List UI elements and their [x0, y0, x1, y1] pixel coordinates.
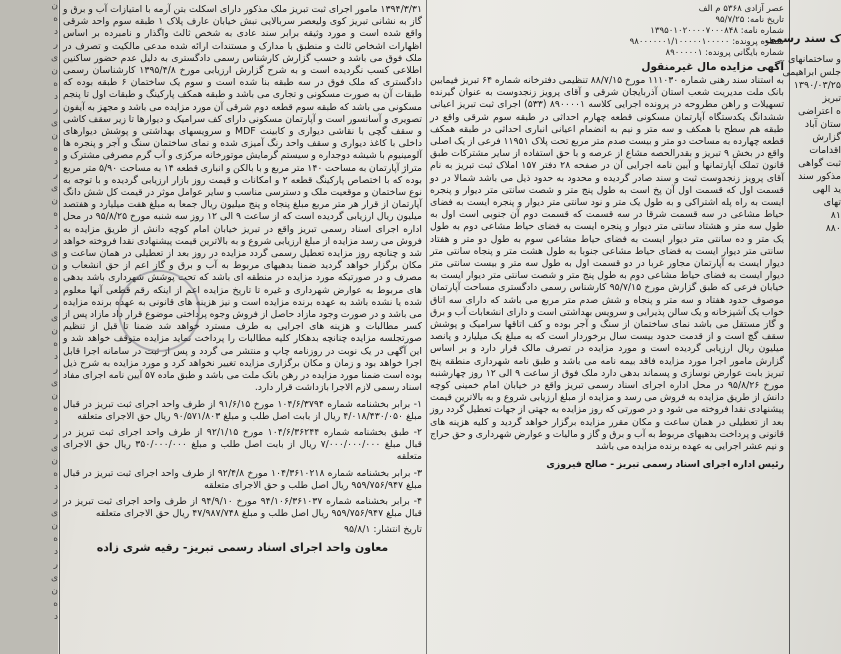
right-column-line: تبریز: [822, 93, 841, 104]
left-column-fragment: ی: [50, 443, 58, 453]
left-column-fragment: د: [53, 92, 58, 102]
left-column-fragment: ر: [53, 40, 58, 50]
right-column-line: ۱۳۹۰/۰۳/۲۵: [793, 80, 841, 91]
ad-body-right: به استناد سند رهنی شماره ۱۱۱۰۳۰ مورخ ۸۸/۷/۱۵ تنظیمی دفترخانه شماره ۶۴ تبریز فیمابین بانک ملت مدیریت شعب استان آذربایجان شرقی و آقای پرویز زنجدوست به عنوان گیرنده تسهیلات و راهن مطروحه در پرونده اجرایی کلاسه ۸۹۰۰۰۰۱ (۵۳۳) اجرای ثبت تبریز اعیانی ششدانگ یکدستگاه آپارتمان مسکونی قطعه چهارم احداثی در طبقه سوم شرقی واقع در طبقه هم سطح با همکف و سه متر و نیم به انضمام اعیانی انباری احداثی در طبقه همکف قطعه چهارده به مساحت دو متر و بیست صدم متر مربع تحت پلاک ۱۱۹۵۱ فرعی از یک اصلی واقع در بخش ۹ تبریز و بقدرالحصه مشاع از عرصه و با حق استفاده از سایر مشترکات طبق قانون تملک آپارتمانها و آیین نامه اجرایی آن در صفحه ۲۸ دفتر ۱۵۷ املاک ثبت تبریز به نام آقای پرویز زنجدوست ثبت و سند صادر گردیده و محدود به حدود ذیل می باشد شمالا در دو قسمت اول که قسمت اول آن پخ است به طول پنج متر و شصت سانتی متر دیوار و پنجره ایست به راه پله اشتراکی و به طول یک متر و نود سانتی متر دیوار و پنجره ایست به فضای حیاط مشاعی در سه قسمت شرقا در سه قسمت که قسمت دوم آن جنوبی است اول به طول سه متر و هشتاد سانتی متر دیوار و پنجره ایست به فضای حیاط مشاعی دوم به طول یک متر و ده سانتی متر دیوار ایست به فضای حیاط مشاعی سوم به طول دو متر و هفتاد سانتی متر دیوار ایست به فضای حیاط مشاعی جنوبا به طول هشت متر و پنجاه سانتی متر دیوار ایست به آپارتمان مجاور غربا در دو قسمت اول به طول سه متر و بیست سانتی متر دیوار ایست به فضای حیاط مشاعی دوم به طول پنج متر و شصت سانتی متر دیوار ایست به خیابان فرعی که طبق گزارش مورخ ۹۵/۷/۱۵ کارشناس رسمی دادگستری مساحت آپارتمان موصوف حدود هفتاد و سه متر و پنجاه و شش صدم متر مربع می باشد که دارای سه اتاق خواب یک آشپزخانه و یک سالن پذیرایی و سرویس بهداشتی است و دارای انشعابات آب و برق و گاز مستقل می باشد نمای ساختمان از سنگ و آجر بوده و کف اتاقها سرامیک و پوشش سقف گچ است و از قدمت حدود بیست سال برخوردار است که به مبلغ یک میلیارد و پانصد میلیون ریال ارزیابی گردیده است و مورد مزایده در تصرف مالک قرار دارد و بر اساس گزارش مامور اجرا مورد مزایده فاقد بیمه نامه می باشد و طبق نامه شهرداری منطقه پنج تبریز بابت عوارض نوسازی و پسماند بدهی دارد ملک فوق از ساعت ۹ الی ۱۲ روز چهارشنبه مورخ ۹۵/۸/۲۶ در محل اداره اجرای اسناد رسمی تبریز واقع در خیابان امام خمینی کوچه دانش از طریق مزایده به فروش می رسد و مزایده از مبلغ ارزیابی شروع و به بالاترین قیمت پیشنهادی نقدا فروخته می شود و در صورتی که روز مزایده به جهتی از جهات تعطیل گردد روز بعد از تعطیلی در همان ساعت و مکان مقرر مزایده برگزار خواهد گردید و کلیه هزینه های قانونی و پرداخت بدهیهای مربوط به آب و برق و گاز و مالیات و عوارض شهرداری و حق حراج و نیم عشر اجرایی به عهده برنده مزایده می باشد: [430, 75, 785, 453]
left-column-fragment: د: [53, 612, 58, 622]
file-number: شماره پرونده: ۹۸۰۰۰۰۰۰۱/۱۰۰۰۰۰۱۰۰۰۰۰: [629, 37, 784, 47]
right-column-line: مذکور سند: [798, 171, 841, 182]
left-column-fragment: ه: [53, 209, 58, 219]
lien-item: ۲- طبق بخشنامه شماره ۱۰۴/۶/۳۶۲۴۴ مورخ ۹۲/۱/۱۵ از طرف واحد اجرای ثبت تبریز در قبال مبلغ ۷/۰۰۰/۰۰۰/۰۰۰ ریال از بابت اصل طلب و مبلغ ۳۵۰/۰۰۰/۰۰۰ ریال حق الاجرای متعلقه: [63, 426, 422, 463]
left-column-fragment: ی: [50, 183, 58, 193]
left-column-fragment: ر: [53, 495, 58, 505]
right-column-line: گزارش: [812, 132, 841, 143]
column-divider-middle: [426, 0, 427, 654]
left-column-fragment: ه: [53, 144, 58, 154]
issue-date: عصر آزادی ۵۳۶۸ م الف: [698, 4, 784, 14]
left-column-fragment: ه: [53, 599, 58, 609]
left-column-fragment: ن: [51, 131, 58, 141]
left-column-fragment: ی: [50, 248, 58, 258]
lien-item: ۴- برابر بخشنامه شماره ۹۴/۱۰۶/۳۶۱۰۳۷ مورخ ۹۴/۹/۱۰ از طرف واحد اجرای ثبت تبریز در قبال مبلغ ۹۵۹/۷۵۶/۹۴۷ ریال اصل طلب و مبلغ ۴۷/۹۸۷/۷۴۸ ریال حق الاجرای متعلقه: [63, 495, 422, 520]
left-column-fragment: ه: [53, 404, 58, 414]
left-column-fragment: ی: [50, 378, 58, 388]
left-column-fragment: ر: [53, 560, 58, 570]
left-column-fragment: د: [53, 352, 58, 362]
left-column-fragment: د: [53, 27, 58, 37]
right-column-line: ۸۸۰: [825, 223, 841, 234]
right-column-line: تهای: [823, 197, 841, 208]
left-column-fragment: ه: [53, 339, 58, 349]
lien-item: ۳- برابر بخشنامه شماره ۱۰۴/۳۶۱۰۲۱۸ مورخ ۹۲/۴/۸ از طرف واحد اجرای ثبت تبریز در قبال مبلغ ۹۵۹/۷۵۶/۹۴۷ ریال اصل طلب و حق الاجرای متعلقه: [63, 467, 423, 491]
stamp-mark: [118, 270, 200, 352]
left-column-fragment: ه: [53, 534, 58, 544]
left-column-fragment: ر: [53, 170, 58, 180]
lien-items-list: [63, 399, 422, 521]
ad-left-column: [63, 4, 422, 650]
left-column-fragment: د: [53, 547, 58, 557]
left-column-fragment: ی: [50, 573, 58, 583]
left-column-fragment: ه: [53, 274, 58, 284]
publication-date: تاریخ انتشار: ۹۵/۸/۱: [343, 524, 422, 536]
ad-title: آگهی مزایده مال غیرمنقول: [641, 61, 784, 73]
right-column-line: جلس ابراهیمی: [782, 67, 841, 78]
ad-body-left: ۱۳۹۴/۳/۳۱ مامور اجرای ثبت تبریز ملک مذکور دارای اسکلت بتن آرمه با امتیازات آب و برق و گاز به نشانی تبریز کوی ولیعصر سربالایی نبش خیابان عارف پلاک ۱ طبقه سوم واحد شرقی واقع شده است و مورد وثیقه برابر سند عادی به شخص ثالث واگذار و نامبرده بر اساس اظهارات اشخاص ثالث و منطبق با مدارک و مستندات ارائه شده مدعی مالکیت و تصرف در ملک فوق می باشد و حسب گزارش کارشناس رسمی دادگستری به دلیل عدم حضور ساکنین اطلاعی کسب نگردیده است و به شرح گزارش ارزیابی مورخ ۱۳۹۵/۴/۸ کارشناسان رسمی دادگستری که ملک فوق در سه طبقه بنا شده است و سوم یک ساختمان ۶ طبقه بوده که طبقات آن به صورت مسکونی و تجاری می باشد و طبقه همکف پارکینگ و طبقات اول تا پنجم مسکونی می باشد که طبقه سوم قطعه دوم شرقی آن مورد مزایده می باشد و مجهز به آیفون تصویری و آسانسور است و آپارتمان مسکونی دارای کف سرامیک و دیوارها تا زیر سقف کاشی و سقف گچی با نقاشی دیواری و کابینت MDF و سرویسهای بهداشتی و پوشش دیوارهای داخلی با کاغذ دیواری و سقف واحد رنگ آمیزی شده و نمای ساختمان سنگ و آجر و پنجره ها آلومینیوم با شیشه دوجداره و سیستم گرمایش موتورخانه مرکزی و آب گرم مصرفی مشترک و متراژ آپارتمان به مساحت ۱۴۰ متر مربع و با بالکن و انباری قطعه ۱۴ به مساحت ۵/۹۰ متر مربع بوده که با اختصاص پارکینگ قطعه ۲ و امکانات و قیمت روز بازار ارزیابی گردیده و با توجه به نوع ساختمان و موقعیت ملک و دسترسی مناسب و سایر عوامل موثر در قیمت کل شش دانگ آپارتمان از قرار هر متر مربع مبلغ پنجاه و پنج میلیون ریال جمعا به مبلغ هفت میلیارد و هفتصد میلیون ریال ارزیابی گردیده است که از ساعت ۹ الی ۱۲ روز سه شنبه مورخ ۹۵/۸/۲۵ در محل اداره اجرای اسناد رسمی تبریز واقع در تبریز خیابان امام کوچه دانش از طریق مزایده به فروش می رسد مزایده از مبلغ ارزیابی شروع و به بالاترین قیمت پیشنهادی نقدا فروخته خواهد شد و چنانچه روز مزایده تعطیل رسمی گردد مزایده در روز بعد از تعطیلی در همان ساعت و مکان برگزار خواهد گردید ضمنا بدهیهای مربوط به آب و برق و گاز اعم از حق انشعاب و مصرف و در صورتیکه مورد مزایده در منطقه ای باشد که تحت پوشش شهرداری باشد بدهی های مربوط به عوارض شهرداری و غیره تا تاریخ مزایده اعم از اینکه رقم قطعی آنها معلوم شده یا نشده باشد به عهده برنده مزایده است و نیز هزینه های قانونی به عهده برنده مزایده می باشد و در صورت وجود مازاد حاصل از فروش وجوه پرداختی موضوع قرار داد مازاد پس از کسر مطالبات و هزینه های اجرایی به طرف مسترد خواهد شد ضمنا تا قبل از تنظیم صورتجلسه مزایده چنانچه بدهکار کلیه مطالبات را پرداخت نماید مزایده متوقف خواهد شد و این آگهی در یک نوبت در روزنامه چاپ و منتشر می گردد و پس از ثبت در سامانه اجرا قابل اجرا خواهد بود و زمان و مکان برگزاری مزایده تغییر نخواهد کرد و مورد مزایده به شرح ذیل بوده است ضمنا مورد مزایده در رهن بانک ملت می باشد و طبق ماده ۵۷ آیین نامه اجرای مفاد اسناد رسمی لازم الاجرا بازداشت قرار دارد.: [63, 4, 423, 394]
right-column-line: ۸۱: [830, 210, 841, 221]
left-column-fragment: ه: [53, 79, 58, 89]
left-column-fragment: ر: [53, 235, 58, 245]
left-column-fragment: د: [53, 287, 58, 297]
left-column-fragment: ه: [53, 14, 58, 24]
right-adjacent-column: [764, 0, 841, 654]
left-column-fragment: ی: [50, 118, 58, 128]
left-column-fragment: ن: [51, 456, 58, 466]
left-column-fragment: د: [53, 482, 58, 492]
letter-number: شماره نامه: ۱۳۹۵۰۱۰۲۰۰۰۰۷۰۰۰۸۴۸: [650, 26, 784, 36]
letter-date: تاریخ نامه: ۹۵/۷/۲۵: [715, 15, 784, 25]
left-column-fragment: ر: [53, 430, 58, 440]
left-column-fragment: ن: [51, 521, 58, 531]
archive-number: شماره بایگانی پرونده: ۸۹۰۰۰۰۰۱: [665, 48, 784, 58]
left-column-fragment: ن: [51, 326, 58, 336]
left-column-fragment: ن: [51, 66, 58, 76]
left-column-fragment: ی: [50, 508, 58, 518]
lien-item: ۱- برابر بخشنامه شماره ۱۰۴/۶/۳۷۹۴ مورخ ۹۱/۶/۱۵ از طرف واحد اجرای ثبت تبریز در قبال مبلغ ۴/۰۱۸/۴۳۰/۰۵۰ ریال از بابت اصل طلب و مبلغ ۹۰/۵۷۱/۸۰۳ ریال حق الاجرای متعلقه: [63, 398, 423, 422]
left-column-fragment: ن: [51, 261, 58, 271]
left-column-fragment: ی: [50, 313, 58, 323]
left-column-fragment: ر: [53, 365, 58, 375]
right-column-line: ه اعتراضی: [797, 106, 841, 117]
column-divider-left: [59, 0, 60, 654]
left-column-fragment: ه: [53, 469, 58, 479]
left-column-fragment: ی: [50, 53, 58, 63]
left-column-fragment: د: [53, 222, 58, 232]
left-column-fragment: ن: [51, 196, 58, 206]
right-signature: رئیس اداره اجرای اسناد رسمی تبریز - صالح فیروزی: [546, 459, 784, 471]
right-column-line: ستان آباد: [804, 119, 841, 130]
signature: معاون واحد اجرای اسناد رسمی تبریز- رقیه شری زاده: [96, 541, 389, 555]
right-column-line: ید الهی: [812, 184, 841, 195]
left-column-fragment: د: [53, 157, 58, 167]
right-column-line: اقدامات: [809, 145, 841, 156]
right-column-line: و ساختمانهای: [788, 54, 841, 65]
right-column-line: ثبت گواهی: [798, 158, 841, 169]
left-column-fragment: ر: [53, 105, 58, 115]
left-column-fragment: د: [53, 417, 58, 427]
right-column-lines: [782, 53, 841, 235]
right-column-heading: ک سند رسمی: [764, 32, 841, 45]
left-column-fragment: ن: [51, 1, 58, 11]
left-adjacent-column: [0, 0, 58, 654]
left-column-fragment: ن: [51, 391, 58, 401]
left-column-fragment: ن: [51, 586, 58, 596]
left-column-fragment: ر: [53, 300, 58, 310]
ad-right-column: [430, 4, 784, 650]
